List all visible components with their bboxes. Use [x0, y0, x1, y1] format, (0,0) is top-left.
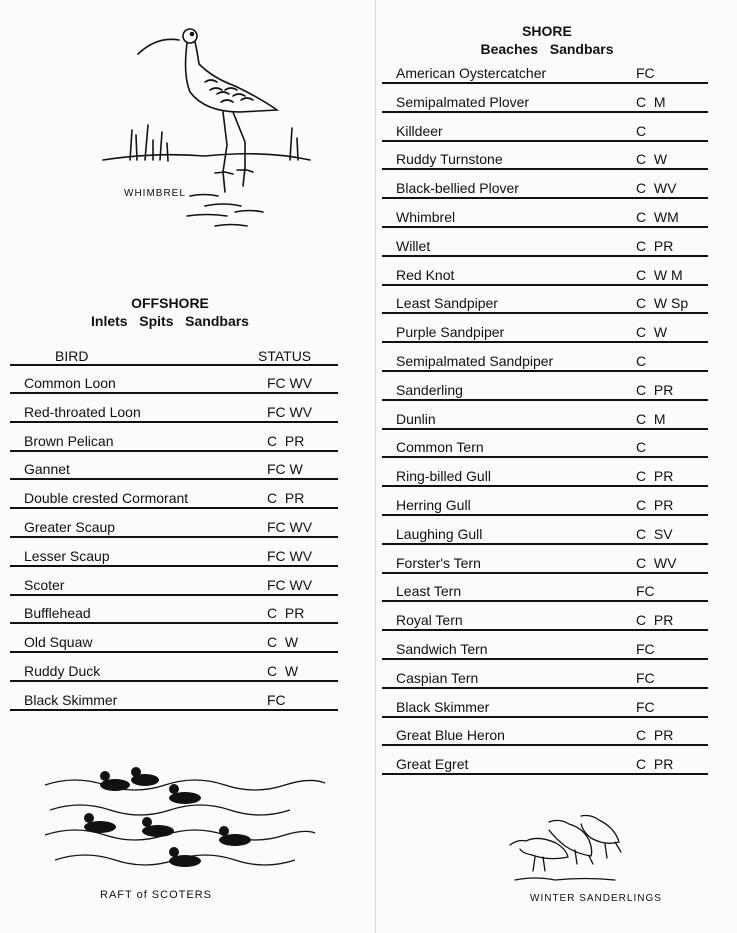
- whimbrel-caption: WHIMBREL: [124, 188, 186, 199]
- whimbrel-drawing-icon: [95, 20, 320, 245]
- bird-name: Caspian Tern: [396, 669, 479, 686]
- status-code: C WM: [636, 209, 679, 225]
- table-row: [382, 585, 708, 602]
- table-row: [382, 499, 708, 516]
- status-code: C W M: [636, 266, 683, 283]
- table-row: [382, 122, 708, 142]
- bird-name: Bufflehead: [24, 605, 91, 622]
- status-code: C: [636, 122, 647, 139]
- table-row: [382, 266, 708, 286]
- scoters-caption: RAFT of SCOTERS: [100, 889, 212, 901]
- status-code: FC WV: [267, 547, 313, 564]
- table-row: [382, 297, 708, 314]
- table-row: [10, 403, 338, 423]
- status-code: C W: [636, 324, 668, 341]
- status-code: C M: [636, 93, 666, 110]
- table-row: [382, 470, 708, 487]
- status-code: C PR: [636, 727, 674, 744]
- table-row: [382, 153, 708, 170]
- sanderlings-caption: WINTER SANDERLINGS: [530, 893, 662, 904]
- table-row: [10, 607, 338, 624]
- shore-subtitle: Beaches Sandbars: [480, 41, 614, 57]
- status-code: C W: [636, 151, 668, 168]
- status-code: C WV: [636, 554, 677, 571]
- table-row: [382, 211, 708, 228]
- bird-name: Old Squaw: [24, 634, 93, 651]
- bird-name: Great Egret: [396, 756, 469, 773]
- bird-name: Red-throated Loon: [24, 403, 141, 420]
- table-row: [382, 182, 708, 199]
- status-code: C PR: [267, 490, 305, 507]
- bird-name: Brown Pelican: [24, 432, 114, 449]
- status-code: FC WV: [267, 375, 313, 391]
- column-header-bird: BIRD: [55, 348, 89, 364]
- bird-name: Black Skimmer: [396, 698, 490, 715]
- table-row: [382, 381, 708, 401]
- bird-name: Common Loon: [24, 375, 116, 391]
- bird-name: Lesser Scaup: [24, 547, 110, 564]
- status-code: FC WV: [267, 403, 313, 420]
- table-row: [382, 410, 708, 430]
- status-code: C SV: [636, 525, 673, 542]
- table-row: [382, 554, 708, 574]
- table-row: [10, 691, 338, 711]
- bird-name: Willet: [396, 237, 431, 254]
- status-code: C WV: [636, 180, 677, 197]
- status-code: FC: [636, 65, 655, 81]
- table-row: [382, 525, 708, 545]
- table-row: [382, 614, 708, 631]
- table-row: [382, 441, 708, 458]
- offshore-subtitle: Inlets Spits Sandbars: [91, 313, 249, 329]
- status-code: FC: [636, 669, 655, 686]
- table-row: [10, 492, 338, 509]
- table-row: [382, 237, 708, 257]
- status-code: FC W: [267, 461, 303, 478]
- status-code: C PR: [636, 468, 674, 485]
- status-code: FC: [267, 691, 286, 708]
- bird-name: Forster's Tern: [396, 554, 481, 571]
- status-code: C: [636, 439, 647, 456]
- shore-title: SHORE: [522, 23, 572, 39]
- bird-name: Greater Scaup: [24, 519, 116, 535]
- table-row: [382, 698, 708, 718]
- scoter-raft-drawing-icon: [40, 765, 330, 885]
- status-code: C W Sp: [636, 295, 689, 312]
- table-row: [382, 729, 708, 746]
- bird-name: Ring-billed Gull: [396, 468, 491, 485]
- bird-name: Sanderling: [396, 381, 463, 398]
- status-code: FC WV: [267, 576, 313, 593]
- table-row: [382, 355, 708, 372]
- status-code: C PR: [267, 432, 305, 449]
- table-row: [10, 377, 338, 394]
- bird-name: Laughing Gull: [396, 525, 483, 542]
- header-rule: [10, 364, 338, 366]
- status-code: C M: [636, 410, 666, 427]
- sanderlings-drawing-icon: [505, 810, 645, 885]
- bird-name: Dunlin: [396, 410, 436, 427]
- bird-name: Purple Sandpiper: [396, 324, 505, 341]
- table-row: [382, 67, 708, 84]
- bird-name: Black Skimmer: [24, 691, 118, 708]
- table-row: [10, 463, 338, 480]
- table-row: [10, 547, 338, 567]
- page-fold: [375, 0, 376, 933]
- bird-name: Royal Tern: [396, 612, 463, 629]
- status-code: C PR: [636, 612, 674, 629]
- bird-name: Sandwich Tern: [396, 641, 488, 657]
- table-row: [10, 432, 338, 452]
- bird-name: Black-bellied Plover: [396, 180, 519, 197]
- bird-name: American Oystercatcher: [396, 65, 547, 81]
- status-code: FC: [636, 698, 655, 715]
- status-code: FC: [636, 641, 655, 657]
- offshore-title: OFFSHORE: [131, 295, 209, 311]
- status-code: C W: [267, 663, 299, 679]
- table-row: [10, 636, 338, 653]
- table-row: [10, 576, 338, 596]
- bird-name: Double crested Cormorant: [24, 490, 189, 507]
- status-code: FC WV: [267, 519, 313, 535]
- status-code: C PR: [636, 497, 674, 513]
- bird-name: Gannet: [24, 461, 70, 478]
- status-code: C PR: [636, 237, 674, 254]
- column-header-status: STATUS: [258, 348, 312, 364]
- status-code: C W: [267, 634, 299, 651]
- bird-name: Least Tern: [396, 583, 462, 600]
- bird-name: Whimbrel: [396, 209, 456, 225]
- table-row: [10, 665, 338, 682]
- bird-name: Semipalmated Plover: [396, 93, 530, 110]
- bird-name: Semipalmated Sandpiper: [396, 353, 554, 369]
- table-row: [10, 521, 338, 538]
- bird-name: Killdeer: [396, 122, 443, 139]
- bird-name: Red Knot: [396, 266, 455, 283]
- table-row: [382, 758, 708, 775]
- status-code: FC: [636, 583, 655, 600]
- bird-name: Great Blue Heron: [396, 727, 505, 744]
- table-row: [382, 643, 708, 660]
- table-row: [382, 669, 708, 689]
- table-row: [382, 93, 708, 113]
- bird-name: Herring Gull: [396, 497, 471, 513]
- status-code: C PR: [636, 756, 674, 773]
- bird-name: Ruddy Turnstone: [396, 151, 503, 168]
- bird-name: Ruddy Duck: [24, 663, 101, 679]
- status-code: C PR: [267, 605, 305, 622]
- bird-name: Least Sandpiper: [396, 295, 498, 312]
- table-row: [382, 326, 708, 343]
- status-code: C: [636, 353, 647, 369]
- bird-name: Scoter: [24, 576, 65, 593]
- status-code: C PR: [636, 381, 674, 398]
- bird-name: Common Tern: [396, 439, 484, 456]
